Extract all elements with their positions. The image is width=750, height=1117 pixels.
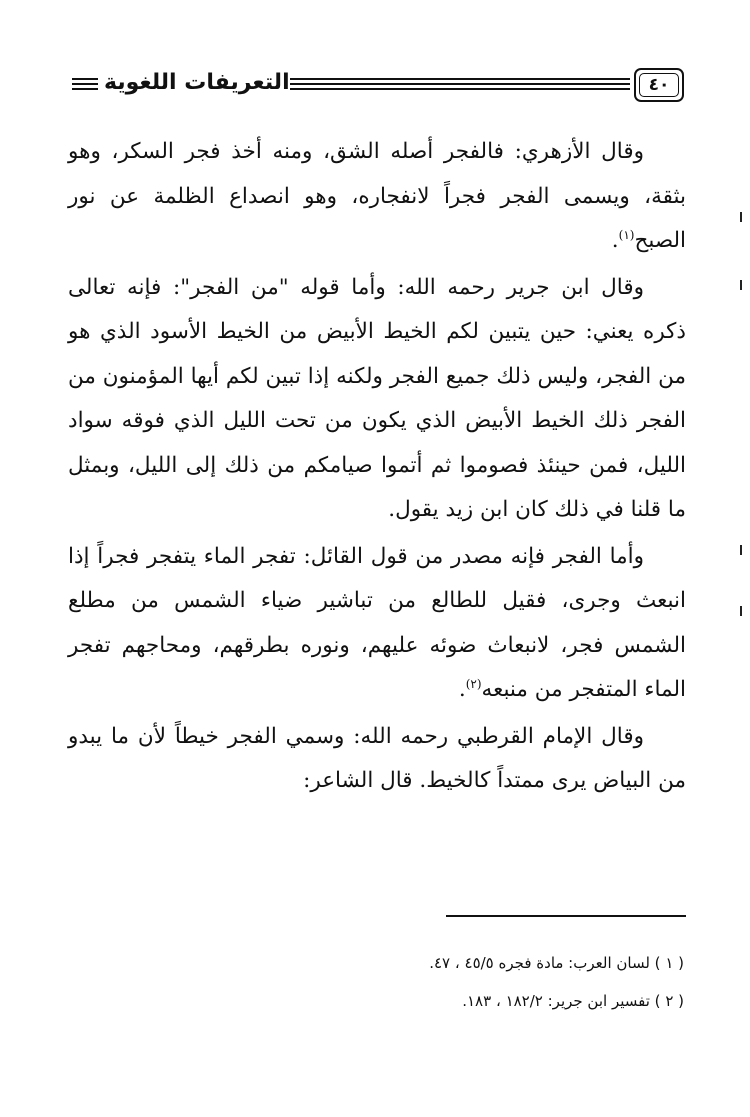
paragraph: [68, 715, 686, 804]
footnotes: [68, 944, 686, 1020]
main-text: [68, 130, 686, 806]
header-ornament-right: [290, 78, 630, 92]
paragraph: [68, 535, 686, 713]
page-number-frame: [634, 68, 684, 102]
scan-edge-mark: [740, 212, 742, 222]
scan-edge-mark: [740, 606, 742, 616]
footnote-ref: (١): [618, 227, 635, 242]
paragraph-tail: .: [458, 677, 466, 702]
page-number: ٤٠: [639, 73, 679, 97]
paragraph-text: وقال ابن جرير رحمه الله: وأما قوله "من الفجر": فإنه تعالى ذكره يعني: حين يتبين لكم الخيط الأبيض من الخيط الأسود الذي هو من الفجر، وليس ذلك جميع الفجر ولكنه إذا تبين لكم أيها المؤمنون من الفجر ذلك الخيط الأبيض الذي يكون من تحت الليل الذي فوقه سواد الليل، فمن حينئذ فصوموا ثم أتموا صيامكم من ذلك إلى الليل، وبمثل ما قلنا في ذلك كان ابن زيد يقول.: [68, 274, 686, 522]
scan-edge-mark: [740, 280, 742, 290]
paragraph-text: وأما الفجر فإنه مصدر من قول القائل: تفجر الماء يتفجر فجراً إذا انبعث وجرى، فقيل للطالع من تباشير ضياء الشمس من مطلع الشمس فجر، لانبعاث ضوئه عليهم، ونوره بطرقهم، ومحاجهم تفجر الماء المتفجر من منبعه: [68, 543, 686, 702]
footnote-item: ( ٢ ) تفسير ابن جرير: ١٨٢/٢ ، ١٨٣.: [462, 992, 684, 1010]
footnote-ref: (٢): [465, 676, 482, 691]
paragraph: [68, 130, 686, 264]
footnote-item: ( ١ ) لسان العرب: مادة فجره ٤٥/٥ ، ٤٧.: [429, 954, 684, 972]
paragraph-tail: .: [611, 228, 619, 253]
paragraph: [68, 266, 686, 533]
running-header: [68, 68, 686, 108]
paragraph-text: وقال الأزهري: فالفجر أصله الشق، ومنه أخذ فجر السكر، وهو بثقة، ويسمى الفجر فجراً لانفجاره، وهو انصداع الظلمة عن نور الصبح: [68, 139, 686, 253]
footnote-separator: [446, 915, 686, 917]
paragraph-text: وقال الإمام القرطبي رحمه الله: وسمي الفجر خيطاً لأن ما يبدو من البياض يرى ممتداً كالخيط. قال الشاعر:: [68, 723, 686, 793]
scan-edge-mark: [740, 545, 742, 555]
header-title: التعريفات اللغوية: [104, 70, 290, 95]
header-ornament-left: [72, 78, 98, 92]
